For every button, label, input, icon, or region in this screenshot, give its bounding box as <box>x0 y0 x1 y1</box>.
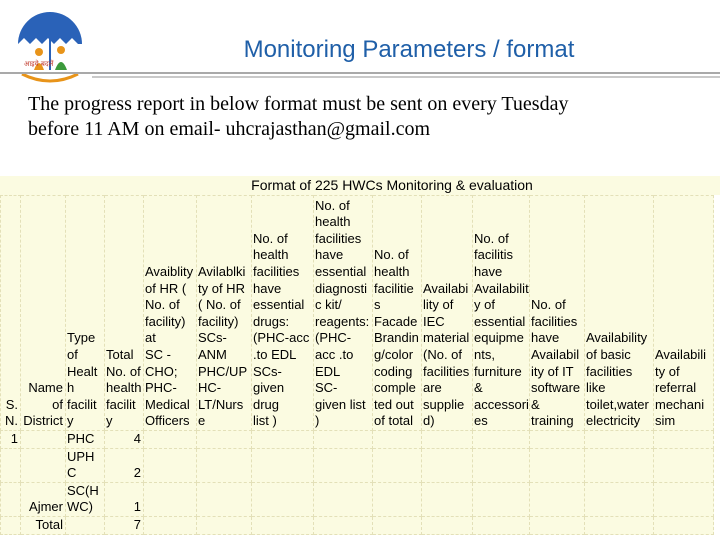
cell-sn <box>1 516 21 534</box>
divider <box>0 72 720 74</box>
table-row <box>1 516 714 534</box>
cell-type <box>66 516 105 534</box>
cell-total: 1 <box>105 482 144 516</box>
cell-type: UPH C <box>66 448 105 482</box>
table-row <box>1 482 714 516</box>
cell-district <box>21 448 66 482</box>
header-hr-availability-anm: Avilablki ty of HR ( No. of facility) SCs- ANM PHC/UP HC- LT/Nurs e <box>197 196 252 431</box>
monitoring-table <box>0 195 714 535</box>
table-title: Format of 225 HWCs Monitoring & evaluation <box>0 176 720 195</box>
intro-line: before 11 AM on email- uhcrajasthan@gmail.com <box>28 118 431 140</box>
header-diagnostic-kits: No. of health facilities have essential diagnosti c kit/ reagents: (PHC- acc .to EDL SC- given list ) <box>314 196 373 431</box>
cell-sn <box>1 448 21 482</box>
header-district: Name of District <box>21 196 66 431</box>
header-it-software: No. of facilities have Availabil ity of IT software & training <box>530 196 585 431</box>
cell-district: Total <box>21 516 66 534</box>
header-referral: Availabili ty of referral mechani sim <box>654 196 714 431</box>
header-row <box>1 196 714 431</box>
header-essential-drugs: No. of health facilities have essential drugs: (PHC-acc .to EDL SCs- given drug list ) <box>252 196 314 431</box>
header-iec-material: Availabi lity of IEC material (No. of facilities are supplie d) <box>422 196 473 431</box>
header-basic-facilities: Availability of basic facilities like toilet,water electricity <box>585 196 654 431</box>
cell-sn <box>1 482 21 516</box>
header-type: Type of Healt h facilit y <box>66 196 105 431</box>
cell-total: 4 <box>105 431 144 449</box>
intro-text <box>28 92 708 142</box>
header-facade-branding: No. of health facilitie s Facade Brandin g/color coding comple ted out of total <box>373 196 422 431</box>
cell-district: Ajmer <box>21 482 66 516</box>
header-equipment: No. of facilitis have Availabilit y of essential equipme nts, furniture & accessori es <box>473 196 530 431</box>
cell-type: PHC <box>66 431 105 449</box>
divider <box>92 76 720 78</box>
header-total: Total No. of health facilit y <box>105 196 144 431</box>
table-row <box>1 431 714 449</box>
page-title: Monitoring Parameters / format <box>243 36 575 63</box>
cell-district <box>21 431 66 449</box>
cell-total: 7 <box>105 516 144 534</box>
header-sn: S. N. <box>1 196 21 431</box>
cell-total: 2 <box>105 448 144 482</box>
table-row <box>1 448 714 482</box>
cell-type: SC(H WC) <box>66 482 105 516</box>
header-hr-availability: Avaiblity of HR ( No. of facility) at SC - CHO; PHC- Medical Officers <box>144 196 197 431</box>
cell-sn: 1 <box>1 431 21 449</box>
logo-caption: आइये बदलें <box>24 60 54 68</box>
intro-line: The progress report in below format must be sent on every Tuesday <box>28 93 569 115</box>
